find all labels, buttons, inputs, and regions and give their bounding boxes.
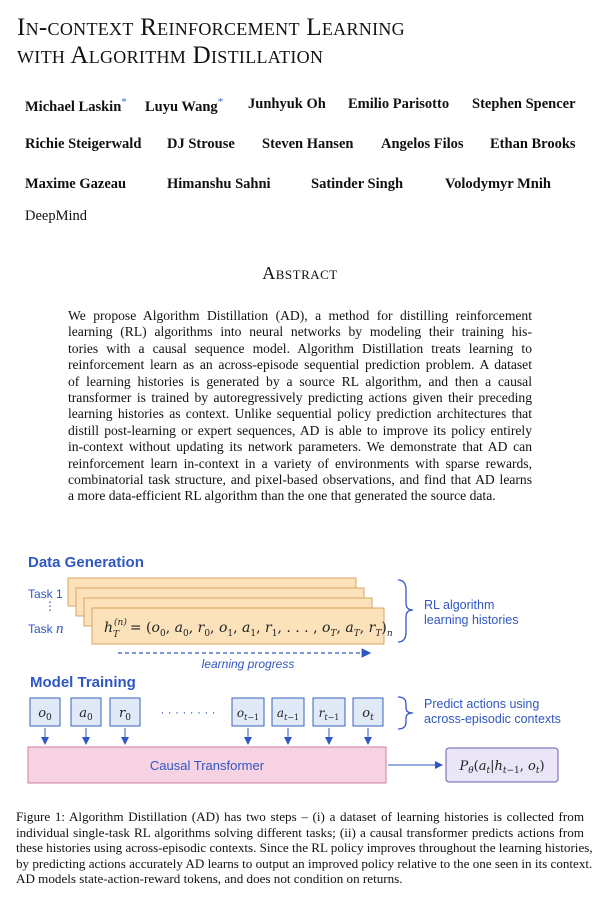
model-training-label: Model Training [30,674,136,691]
title-line-2: with Algorithm Distillation [17,42,324,69]
paper-title [17,14,587,70]
token-o-t-minus-1: $o_t-1$ [236,706,260,722]
algorithm-distillation-diagram [0,540,600,810]
policy-output-formula: $P_\theta(a_t|h_t-1$, $o_t$) [459,759,545,776]
abstract-line: learning histories as context. Unlike sequential policy prediction architectures that [68,406,532,422]
title-line-1: In-context Reinforcement Learning [17,14,405,41]
abstract-line: in-context without updating its network parameters. We demonstrate that AD can [68,439,532,455]
rl-histories-label-line1: RL algorithm [424,598,495,612]
figure-1 [0,540,600,810]
figure-caption [16,809,593,887]
brace [398,580,413,642]
author: Volodymyr Mnih [445,176,551,192]
token-r-t-minus-1: $r_t-1$ [318,706,340,722]
abstract-line: combinatorial task structure, and pixel-based observations, and find that AD learns [68,472,532,488]
predict-label-line1: Predict actions using [424,697,540,711]
caption-line: these histories using across-episodic contexts. Since the RL policy improves throughout the learning histories, [16,840,593,856]
abstract-body [68,308,532,505]
abstract-line: tories with a causal sequence model. Algorithm Distillation treats learning to [68,340,532,356]
author: Michael Laskin* [25,96,127,115]
token-ellipsis: · · · · · · · · [160,705,216,719]
abstract-line: reinforcement learn in-context in a variety of environments with sparse rewards, [68,455,532,471]
token-a0: $a_0$ [79,706,93,723]
caption-line: AD models state-action-reward tokens, and does not condition on returns. [16,871,403,887]
affiliation: DeepMind [25,208,88,224]
caption-line: individual single-task RL algorithms solving different tasks; (ii) a causal transformer predicts actions from [16,824,584,840]
data-generation-label: Data Generation [28,554,144,571]
author: DJ Strouse [167,136,235,152]
abstract-line: of learning histories is generated by a source RL algorithm, and then a causal [68,373,532,389]
token-r0: $r_0$ [119,706,131,723]
abstract-line: learning (RL) algorithms into neural networks by modeling their training his- [68,324,532,340]
author: Richie Steigerwald [25,136,142,152]
author: Junhyuk Oh [248,96,326,112]
abstract-line: distill post-learning or expert sequences, AD is able to improve its policy entirely [68,422,532,438]
abstract-line: a more data-efficient RL algorithm than the one that generated the source data. [68,488,496,504]
abstract-line: We propose Algorithm Distillation (AD), a method for distilling reinforcement [68,308,532,323]
task-vertical-dots: ⋮ [44,599,56,613]
abstract-heading: Abstract [262,263,338,283]
author: Stephen Spencer [472,96,576,112]
author: Steven Hansen [262,136,354,152]
author: Emilio Parisotto [348,96,450,112]
token-o-t: $o_t$ [362,706,374,723]
task-last-label: Task n [28,621,64,637]
causal-transformer-label: Causal Transformer [149,758,265,773]
token-o0: $o_0$ [38,706,52,723]
caption-line: Figure 1: Algorithm Distillation (AD) has two steps – (i) a dataset of learning histories is collected from [16,809,584,824]
task-first-label: Task 1 [28,587,63,601]
abstract-line: reinforcement learn as an across-episode sequential prediction problem. A dataset [68,357,532,373]
learning-history-formula: $h_T(n) = (o_0$, $a_0$, $r_0$, $o_1$, $a_1$, $r_1$, . . . , $o_T$, $a_T$, $r_T)_n$ [104,618,393,640]
token-a-t-minus-1: $a_t-1$ [276,706,300,722]
author: Ethan Brooks [490,136,576,152]
predict-label-line2: across-episodic contexts [424,712,561,726]
author: Satinder Singh [311,176,404,192]
caption-line: by predicting actions accurately AD learns to output an improved policy relative to the one seen in its context. [16,855,593,871]
learning-progress-label: learning progress [201,657,295,671]
author: Maxime Gazeau [25,176,127,192]
author: Luyu Wang* [145,96,224,115]
abstract-line: transformer is trained by autoregressively predicting actions given their preceding [68,390,532,406]
author: Himanshu Sahni [167,176,271,192]
author: Angelos Filos [381,136,464,152]
rl-histories-label-line2: learning histories [424,613,519,627]
brace [398,697,413,729]
